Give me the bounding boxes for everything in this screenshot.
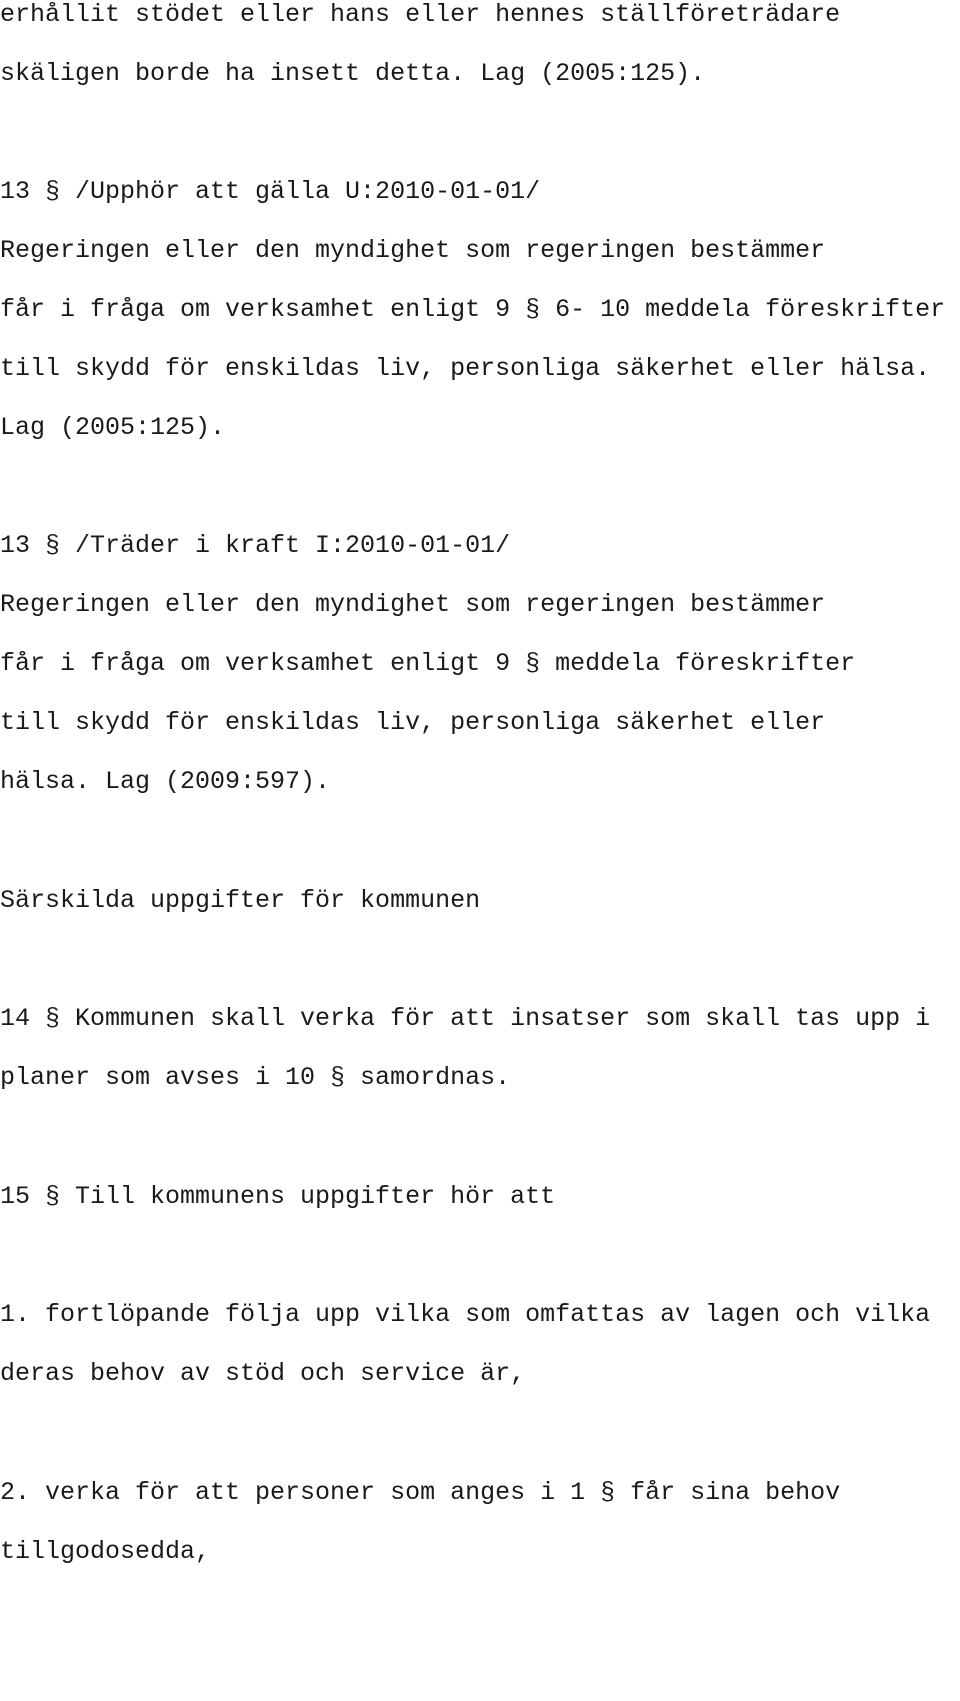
text-line: skäligen borde ha insett detta. Lag (2005:125). xyxy=(0,59,706,88)
text-line: får i fråga om verksamhet enligt 9 § meddela föreskrifter xyxy=(0,649,856,678)
text-line: tillgodosedda, xyxy=(0,1537,211,1566)
paragraph-14: 14 § Kommunen skall verka för att insatser som skall tas upp i xyxy=(0,1004,931,1033)
section-title: Särskilda uppgifter för kommunen xyxy=(0,886,481,915)
text-line: till skydd för enskildas liv, personliga säkerhet eller hälsa. xyxy=(0,354,931,383)
list-item-2: 2. verka för att personer som anges i 1 § får sina behov xyxy=(0,1478,841,1507)
text-line: till skydd för enskildas liv, personliga säkerhet eller xyxy=(0,708,826,737)
text-line: erhållit stödet eller hans eller hennes ställföreträdare xyxy=(0,0,841,29)
text-line: Regeringen eller den myndighet som regeringen bestämmer xyxy=(0,236,826,265)
section-heading-13-upphor: 13 § /Upphör att gälla U:2010-01-01/ xyxy=(0,177,541,206)
paragraph-15: 15 § Till kommunens uppgifter hör att xyxy=(0,1182,556,1211)
text-line: Lag (2005:125). xyxy=(0,413,226,442)
section-heading-13-trader: 13 § /Träder i kraft I:2010-01-01/ xyxy=(0,531,511,560)
text-line: hälsa. Lag (2009:597). xyxy=(0,767,331,796)
text-line: deras behov av stöd och service är, xyxy=(0,1359,526,1388)
text-line: planer som avses i 10 § samordnas. xyxy=(0,1063,511,1092)
text-line: får i fråga om verksamhet enligt 9 § 6- 10 meddela föreskrifter xyxy=(0,295,946,324)
text-line: Regeringen eller den myndighet som regeringen bestämmer xyxy=(0,590,826,619)
list-item-1: 1. fortlöpande följa upp vilka som omfattas av lagen och vilka xyxy=(0,1300,931,1329)
